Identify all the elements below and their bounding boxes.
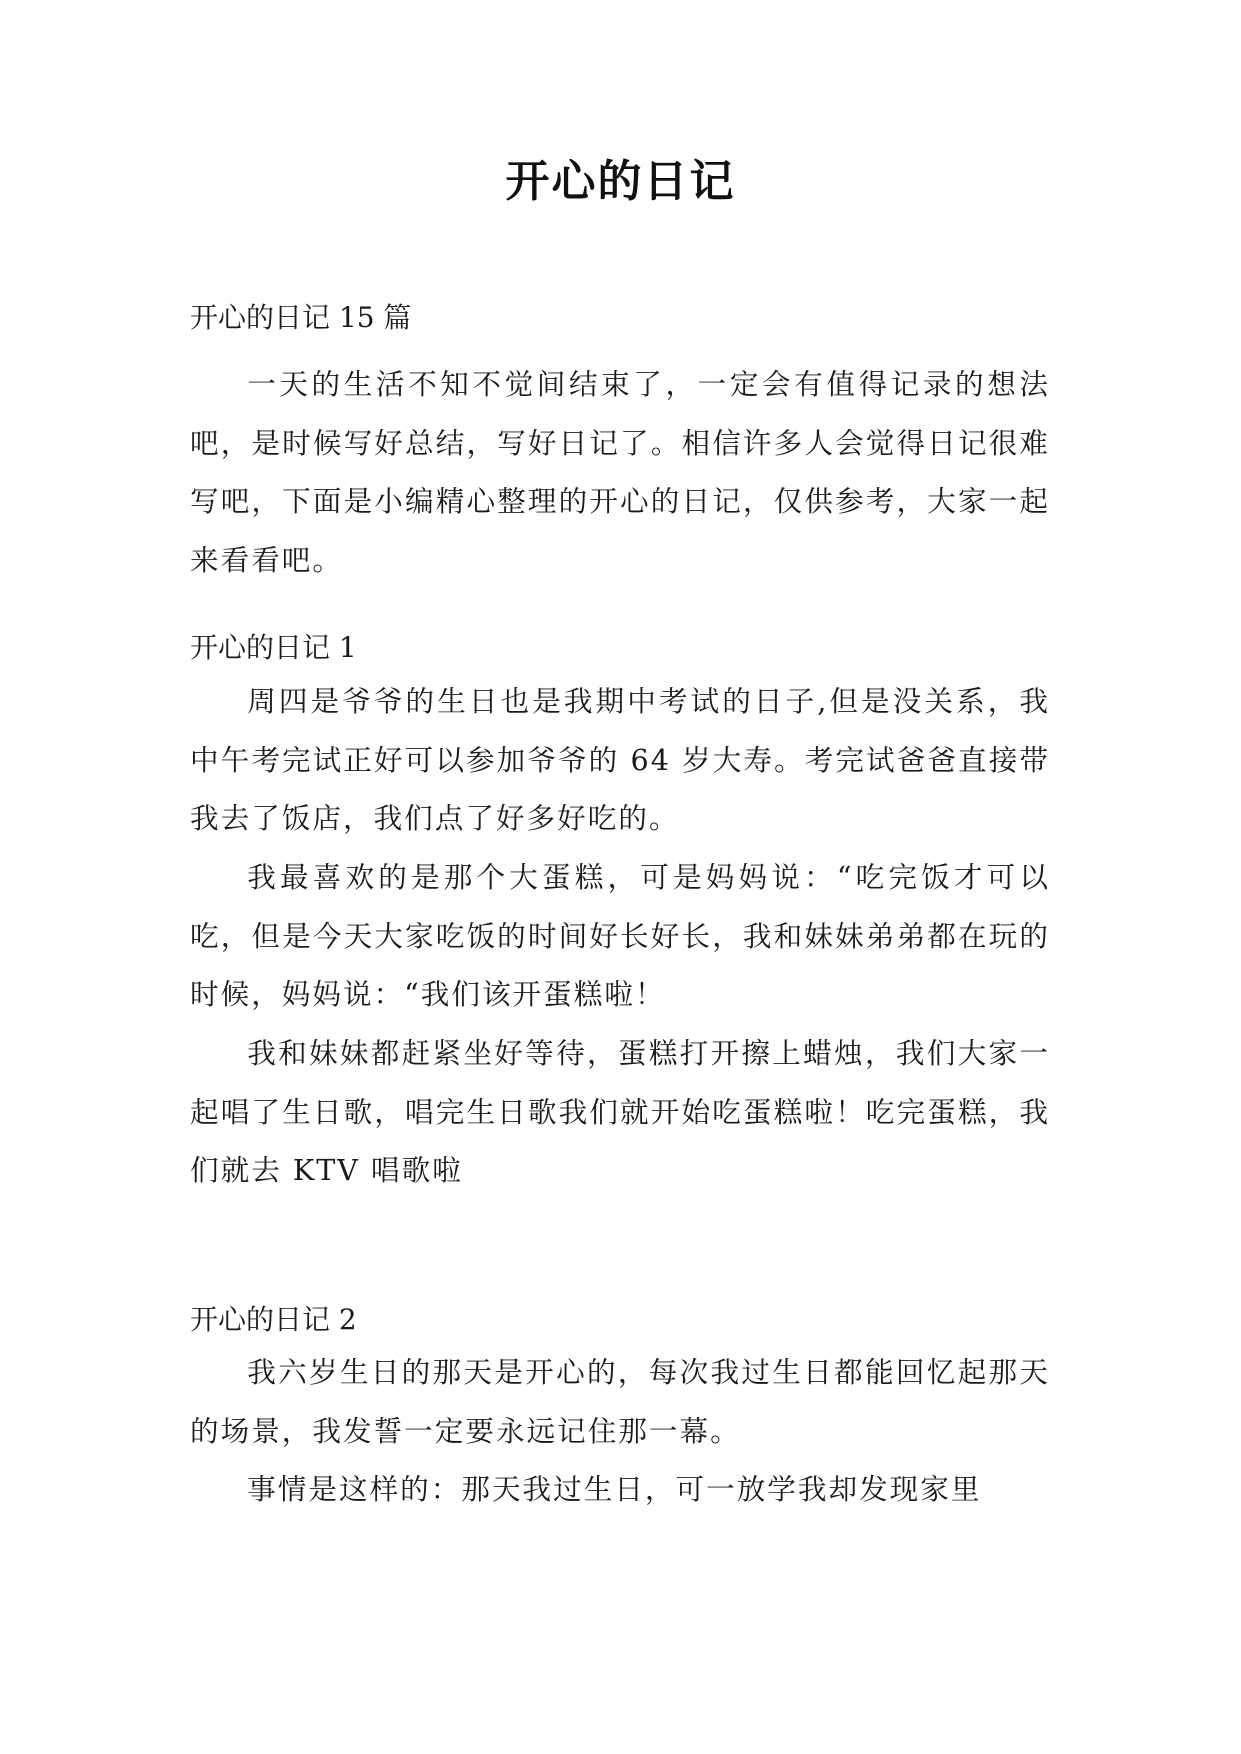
section-1-paragraph-2: 我最喜欢的是那个大蛋糕，可是妈妈说：“吃完饭才可以吃，但是今天大家吃饭的时间好长好长，我和妹妹弟弟都在玩的时候，妈妈说：“我们该开蛋糕啦！ xyxy=(190,860,1050,1011)
section-2-paragraph-2: 事情是这样的：那天我过生日，可一放学我却发现家里 xyxy=(247,1472,982,1506)
section-1-paragraph-3: 我和妹妹都赶紧坐好等待，蛋糕打开擦上蜡烛，我们大家一起唱了生日歌，唱完生日歌我们就开始吃蛋糕啦！吃完蛋糕，我们就去 KTV 唱歌啦 xyxy=(190,1036,1050,1187)
section-heading-1: 开心的日记 1 xyxy=(190,631,357,664)
section-1-paragraph-1: 周四是爷爷的生日也是我期中考试的日子,但是没关系，我中午考完试正好可以参加爷爷的 64 岁大寿。考完试爸爸直接带我去了饭店，我们点了好多好吃的。 xyxy=(190,684,1050,835)
intro-paragraph: 一天的生活不知不觉间结束了，一定会有值得记录的想法吧，是时候写好总结，写好日记了。相信许多人会觉得日记很难写吧，下面是小编精心整理的开心的日记，仅供参考，大家一起来看看吧。 xyxy=(190,367,1050,577)
document-subtitle: 开心的日记 15 篇 xyxy=(190,301,412,334)
page-title: 开心的日记 xyxy=(505,156,736,207)
section-heading-2: 开心的日记 2 xyxy=(190,1303,357,1336)
section-2-paragraph-1: 我六岁生日的那天是开心的，每次我过生日都能回忆起那天的场景，我发誓一定要永远记住那一幕。 xyxy=(190,1355,1050,1448)
